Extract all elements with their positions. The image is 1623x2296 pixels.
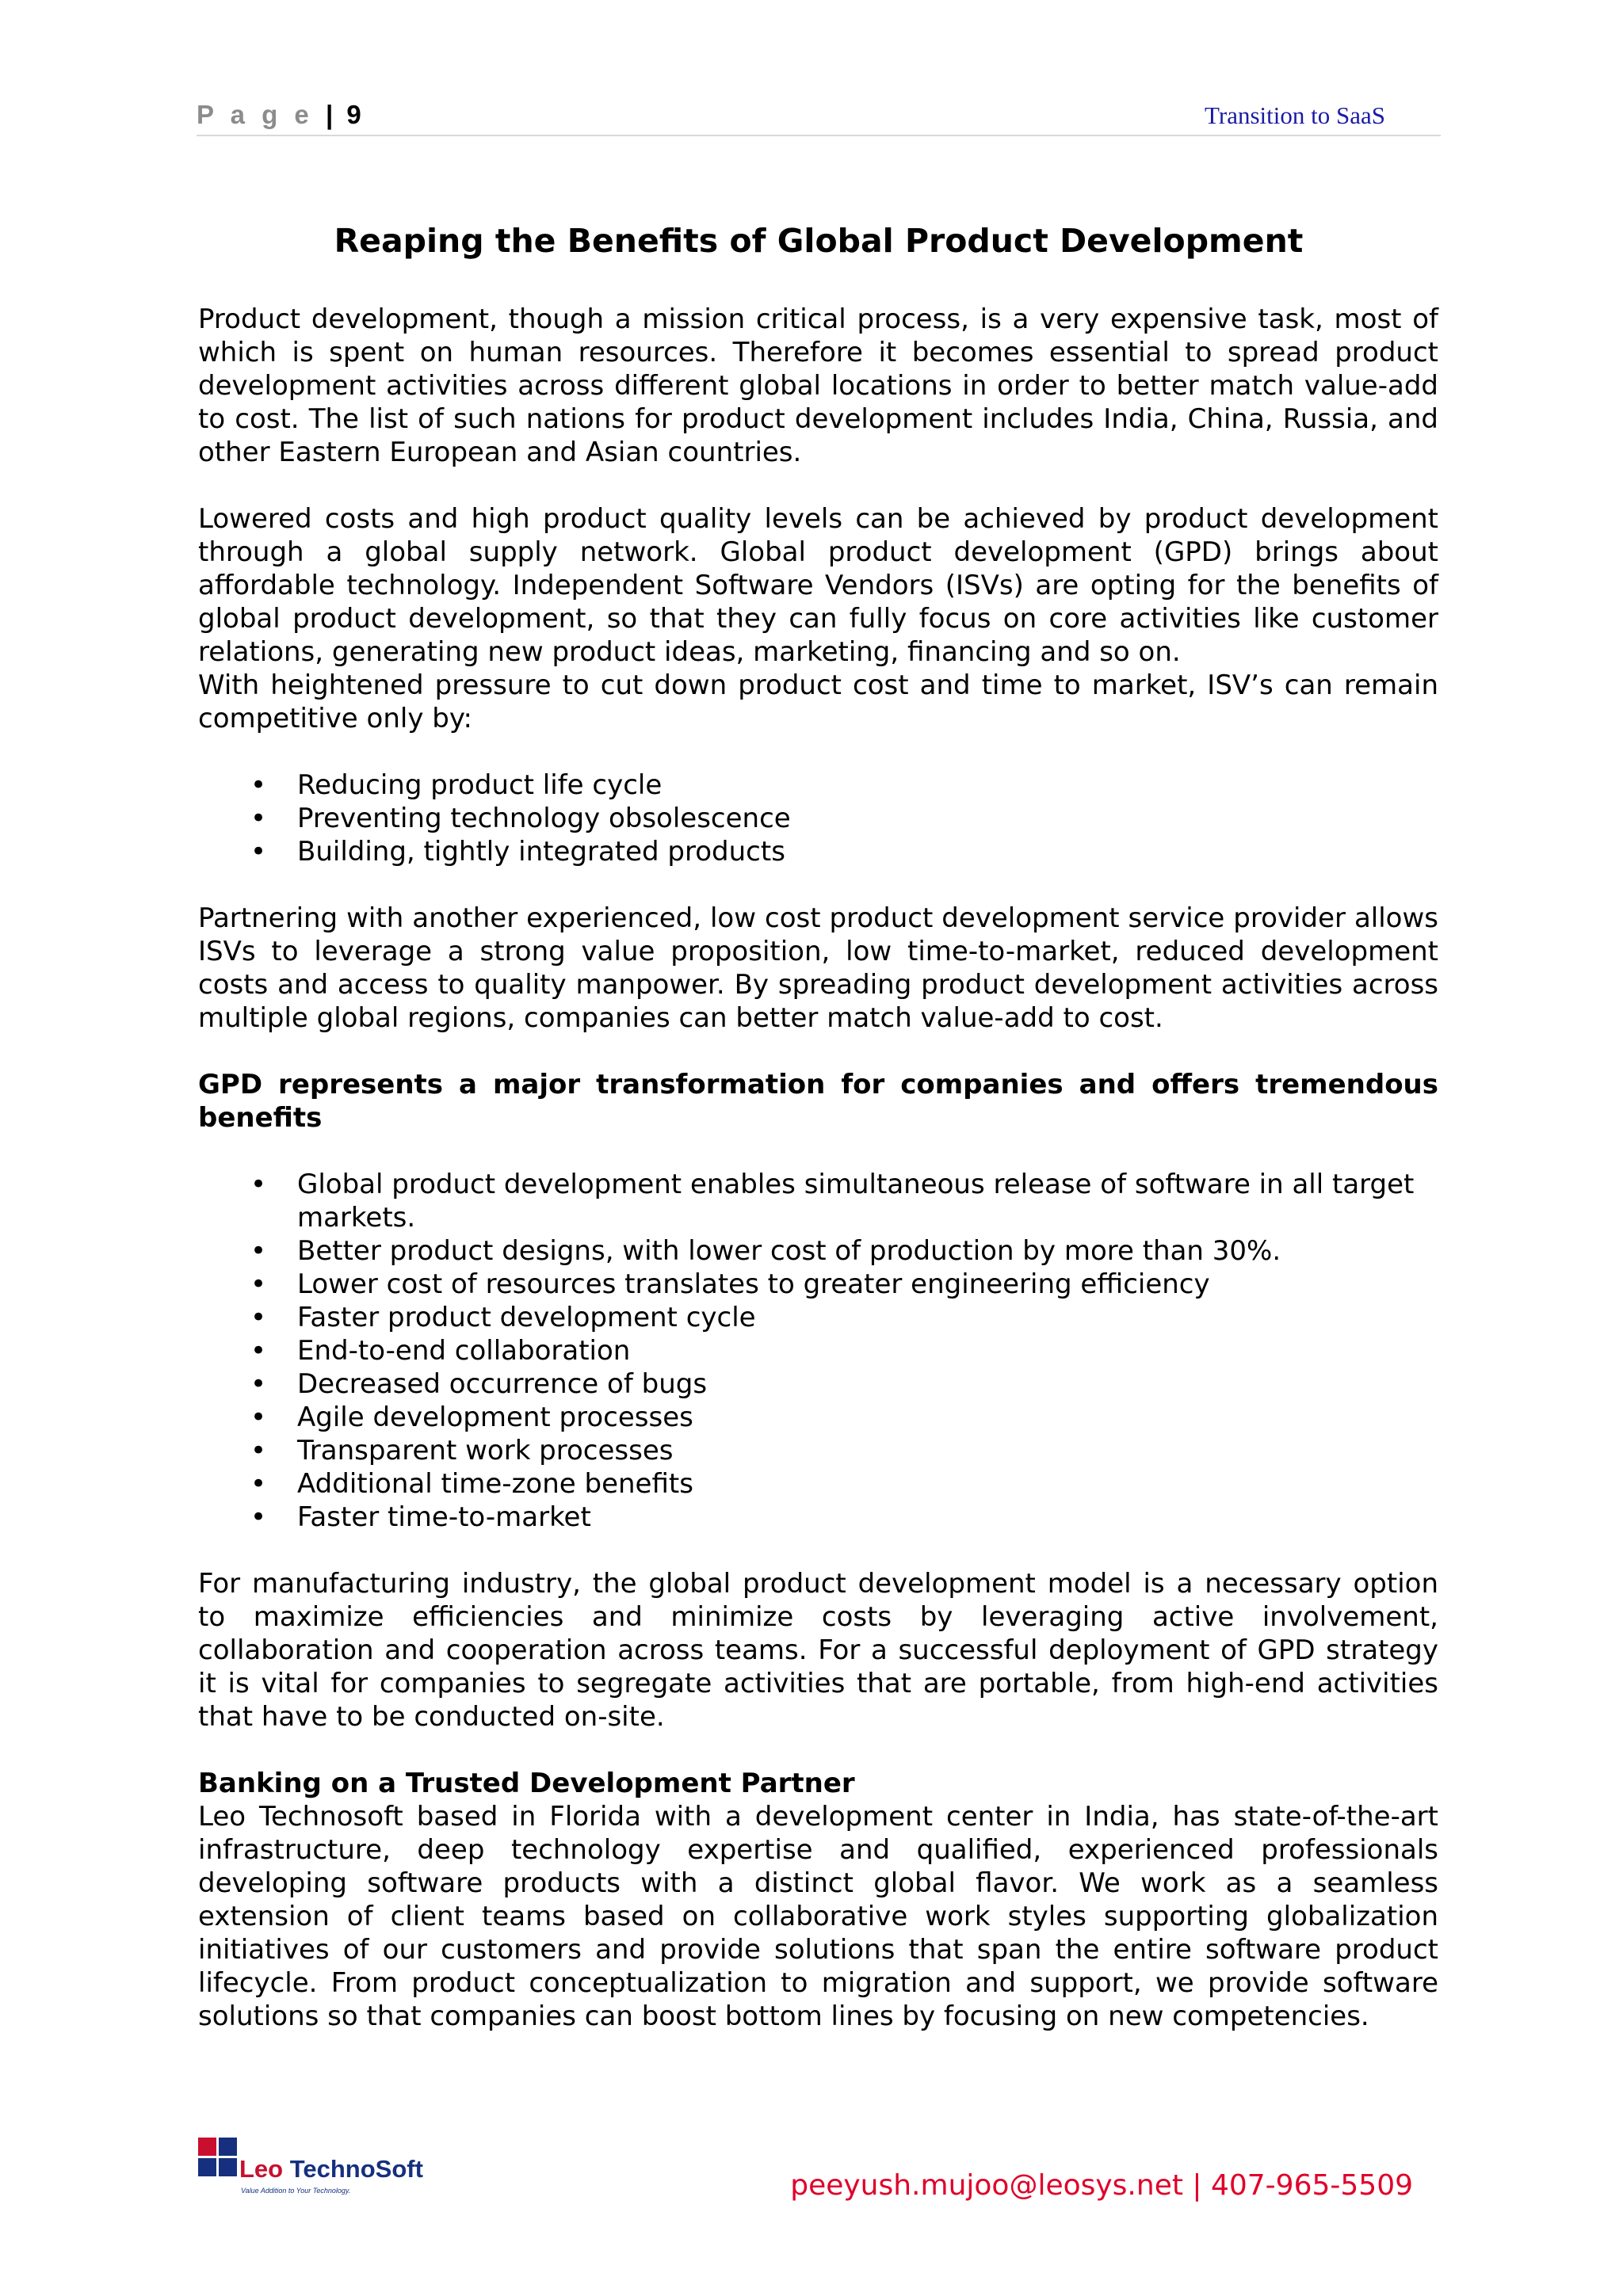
footer-contact: peeyush.mujoo@leosys.net | 407-965-5509 — [790, 2169, 1413, 2202]
list-item: • Agile development processes — [198, 1401, 1438, 1434]
benefits-list — [198, 1168, 1438, 1534]
document-body — [198, 303, 1438, 2033]
page-separator: | — [325, 100, 334, 129]
list-item: • Building, tightly integrated products — [198, 835, 1438, 868]
list-item: • Faster product development cycle — [198, 1301, 1438, 1334]
list-item: • Additional time-zone benefits — [198, 1467, 1438, 1501]
paragraph-partnering: Partnering with another experienced, low cost product development service provider allows ISVs to leverage a strong value proposition, low time-to-market, reduced development costs and access to quality manpower. By spreading product development activities across multiple global regions, companies can better match value-add to cost. — [198, 902, 1438, 1034]
paragraph-manufacturing: For manufacturing industry, the global product development model is a necessary option to maximize efficiencies and minimize costs by leveraging active involvement, collaboration and cooperation across teams. For a successful deployment of GPD strategy it is vital for companies to segregate activities that are portable, from high-end activities that have to be conducted on-site. — [198, 1568, 1438, 1733]
list-item: • Global product development enables simultaneous release of software in all target markets. — [198, 1168, 1438, 1234]
page-label-text: P a g e — [197, 100, 314, 129]
page-header — [197, 97, 1441, 136]
company-logo — [198, 2138, 452, 2201]
gpd-heading: GPD represents a major transformation for companies and offers tremendous benefits — [198, 1069, 1438, 1134]
paragraph-intro: Product development, though a mission critical process, is a very expensive task, most of which is spent on human resources. Therefore it becomes essential to spread product development activities across different global locations in order to better match value-add to cost. The list of such nations for product development includes India, China, Russia, and other Eastern European and Asian countries. — [198, 303, 1438, 468]
list-item: • End-to-end collaboration — [198, 1334, 1438, 1367]
paragraph-leo-technosoft: Leo Technosoft based in Florida with a development center in India, has state-of-the-art infrastructure, deep technology expertise and qualified, experienced professionals developing software products with a distinct global flavor. We work as a seamless extension of client teams based on collaborative work styles supporting globalization initiatives of our customers and provide solutions that span the entire software product lifecycle. From product conceptualization to migration and support, we provide software solutions so that companies can boost bottom lines by focusing on new competencies. — [198, 1801, 1438, 2032]
paragraph-heightened-pressure: With heightened pressure to cut down product cost and time to market, ISV’s can remain competitive only by: — [198, 669, 1438, 734]
list-item: • Lower cost of resources translates to greater engineering efficiency — [198, 1268, 1438, 1301]
header-doc-title: Transition to SaaS — [1205, 101, 1385, 129]
list-item: • Decreased occurrence of bugs — [198, 1367, 1438, 1401]
page-label — [197, 100, 361, 130]
logo-word-leo: Leo — [239, 2155, 284, 2183]
banking-heading: Banking on a Trusted Development Partner — [198, 1768, 855, 1799]
logo-tagline: Value Addition to Your Technology. — [241, 2187, 351, 2195]
paragraph-lowered-costs: Lowered costs and high product quality levels can be achieved by product development through a global supply network. Global product development (GPD) brings about affordable technology. Independent Software Vendors (ISVs) are opting for the benefits of global product development, so that they can fully focus on core activities like customer relations, generating new product ideas, marketing, financing and so on. — [198, 503, 1438, 668]
page-title: Reaping the Benefits of Global Product Development — [334, 222, 1304, 260]
list-item: • Faster time-to-market — [198, 1501, 1438, 1534]
list-item: • Better product designs, with lower cost of production by more than 30%. — [198, 1234, 1438, 1268]
logo-word-technosoft: TechnoSoft — [289, 2155, 423, 2183]
list-item: • Reducing product life cycle — [198, 769, 1438, 802]
list-item: • Transparent work processes — [198, 1434, 1438, 1467]
page-number: 9 — [346, 100, 361, 129]
list-item: • Preventing technology obsolescence — [198, 802, 1438, 835]
logo-squares-icon — [198, 2138, 238, 2177]
competitive-list — [198, 769, 1438, 868]
logo-wordmark — [239, 2155, 423, 2183]
